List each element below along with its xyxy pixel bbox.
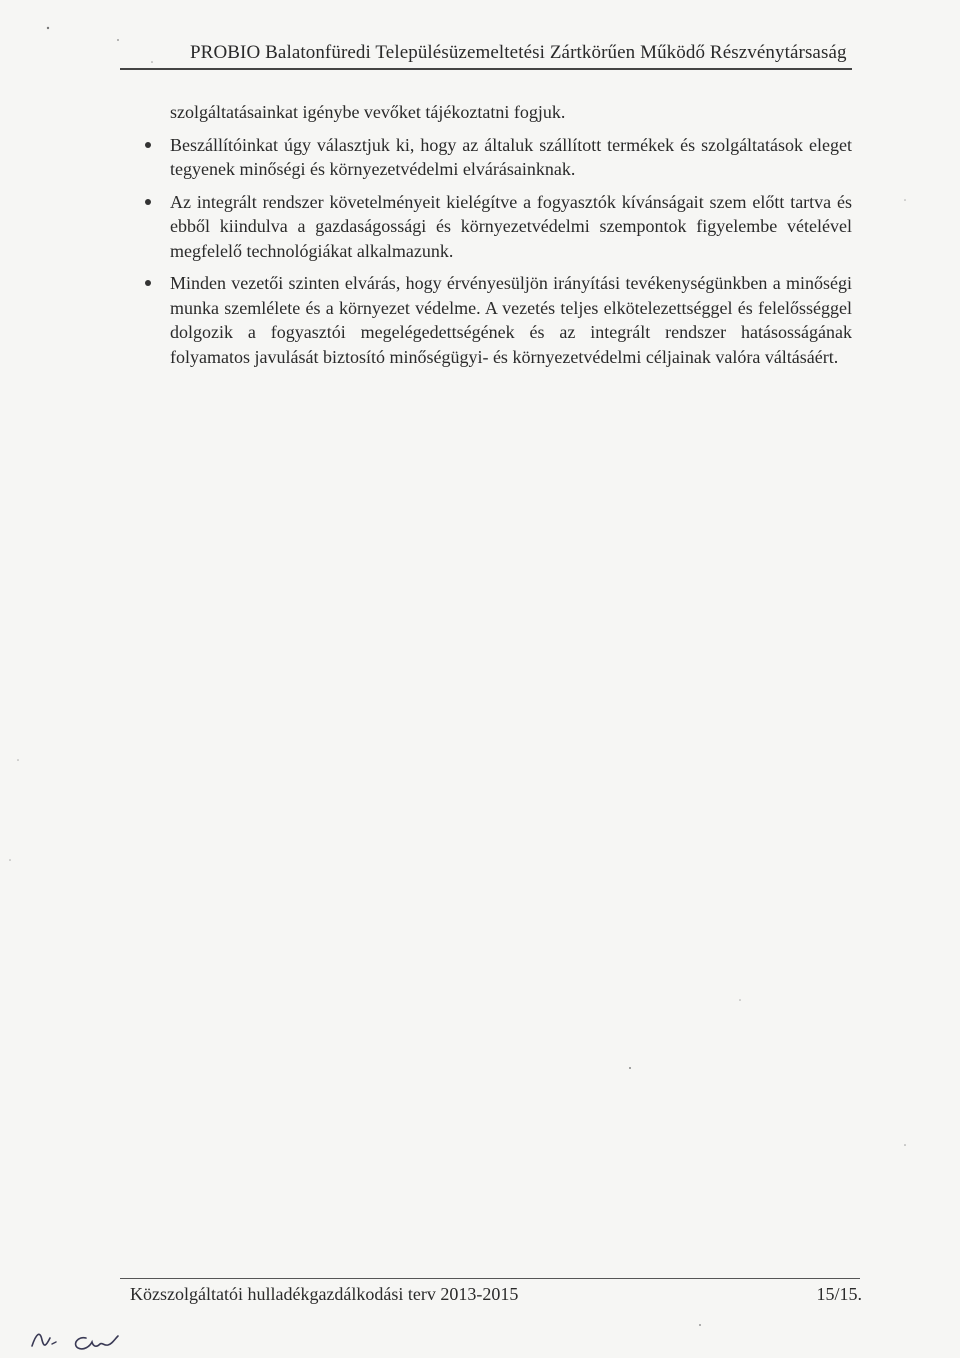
continuation-paragraph: szolgáltatásainkat igénybe vevőket tájékoztatni fogjuk. [170,102,566,122]
list-item-text: Beszállítóinkat úgy választjuk ki, hogy az általuk szállított termékek és szolgáltatások eleget tegyenek minőségi és környezetvédelmi elvárásainknak. [170,134,852,179]
list-item [170,190,852,264]
bullet-icon [145,142,151,148]
footer-divider [120,1278,860,1279]
bullet-icon [145,280,151,286]
page-number: 15/15. [816,1284,862,1304]
footer-document-title: Közszolgáltatói hulladékgazdálkodási terv 2013-2015 [130,1284,519,1304]
list-item-text: Az integrált rendszer követelményeit kielégítve a fogyasztók kívánságait szem előtt tartva és ebből kiindulva a gazdaságossági és környezetvédelmi szempontok figyelembe vételével megfelelő technológiákat alkalmazunk. [170,191,852,261]
handwritten-signature [26,1316,146,1356]
bullet-icon [145,199,151,205]
list-item [170,133,852,182]
page-body [170,100,852,369]
policy-bullet-list [170,133,852,370]
list-item [170,271,852,369]
header-divider [120,68,852,70]
list-item-text: Minden vezetői szinten elvárás, hogy érvényesüljön irányítási tevékenységünkben a minőségi munka szemlélete és a környezet védelme. A vezetés teljes elkötelezettséggel és felelősséggel dolgozik a fogyasztói megelégedettségének és az integrált rendszer hatásosságának folyamatos javulását biztosító minőségügyi- és környezetvédelmi céljainak valóra váltásáért. [170,273,852,367]
page-header: PROBIO Balatonfüredi Településüzemeltetési Zártkörűen Működő Részvénytársaság [190,42,847,63]
